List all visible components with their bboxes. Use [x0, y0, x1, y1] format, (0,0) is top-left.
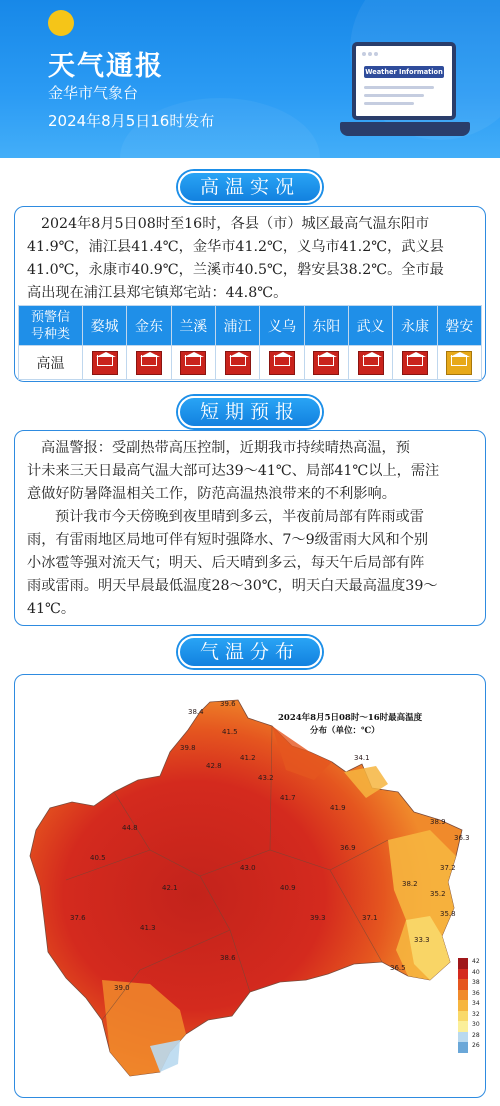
- legend-label: 42: [472, 958, 480, 965]
- heat-wave-signal-icon: [358, 351, 384, 375]
- laptop-icon: [340, 36, 470, 146]
- signal-cell-2: [171, 346, 215, 380]
- text-line: 预计我市今天傍晚到夜里晴到多云，半夜前局部有阵雨或雷: [55, 509, 424, 525]
- legend-label: 38: [472, 979, 480, 986]
- laptop-base: [340, 122, 470, 136]
- text-line: 41.9℃，浦江县41.4℃，金华市41.2℃，义乌市41.2℃，武义县: [27, 239, 444, 255]
- text-line: 41.0℃，永康市40.9℃，兰溪市40.5℃，磐安县38.2℃。全市最: [27, 262, 444, 278]
- legend-label: 34: [472, 1000, 480, 1007]
- county-header: 磐安: [437, 306, 481, 346]
- text-line: 计未来三天日最高气温大部可达39～41℃、局部41℃以上，需注: [27, 463, 440, 479]
- text-line: [364, 102, 414, 105]
- section-title-forecast: 短期预报: [178, 396, 322, 428]
- text-line: 小冰雹等强对流天气；明天、后天晴到多云，每天午后局部有阵: [27, 555, 425, 571]
- legend-label: 28: [472, 1031, 480, 1039]
- text-line: 高出现在浦江县郑宅镇郑宅站：44.8℃。: [27, 285, 288, 301]
- agency-name: 金华市气象台: [48, 84, 139, 102]
- station-value: 41.9: [330, 804, 346, 812]
- station-value: 37.1: [362, 914, 378, 922]
- map-title: 2024年8月5日08时～16时最高温度 分布（单位：℃）: [278, 713, 423, 736]
- observation-panel: [14, 206, 486, 382]
- station-value: 39.8: [180, 744, 196, 752]
- legend-swatch: [458, 958, 468, 969]
- heat-wave-signal-icon: [313, 351, 339, 375]
- station-value: 36.3: [454, 834, 470, 842]
- legend-swatch: [458, 1042, 468, 1053]
- station-value: 43.2: [258, 774, 274, 782]
- text-line: 意做好防暑降温相关工作，防范高温热浪带来的不利影响。: [27, 486, 396, 502]
- station-value: 39.0: [114, 984, 130, 992]
- dot-icon: [362, 52, 366, 56]
- county-header: 婺城: [83, 306, 127, 346]
- station-value: 40.5: [90, 854, 106, 862]
- warning-signal-table: [18, 305, 482, 380]
- station-value: 41.3: [140, 924, 156, 932]
- temperature-map: [10, 680, 480, 1090]
- heat-wave-signal-icon: [136, 351, 162, 375]
- dot-icon: [368, 52, 372, 56]
- signal-cell-8: [437, 346, 481, 380]
- heat-wave-signal-icon: [180, 351, 206, 375]
- heat-wave-signal-icon: [92, 351, 118, 375]
- section-title-distribution: 气温分布: [178, 636, 322, 668]
- station-value: 41.5: [222, 728, 238, 736]
- county-header: 义乌: [260, 306, 304, 346]
- station-value: 43.0: [240, 864, 256, 872]
- signal-cell-6: [348, 346, 392, 380]
- signal-cell-1: [127, 346, 171, 380]
- table-row: [19, 346, 482, 380]
- legend-swatch: [458, 1000, 468, 1011]
- section-title-observation: 高温实况: [178, 171, 322, 203]
- station-value: 40.9: [280, 884, 296, 892]
- sun-icon: [48, 10, 74, 36]
- heat-wave-signal-icon: [446, 351, 472, 375]
- forecast-panel: [14, 430, 486, 626]
- heat-wave-signal-icon: [225, 351, 251, 375]
- issue-time: 2024年8月5日16时发布: [48, 112, 215, 130]
- table-header-row: [19, 306, 482, 346]
- station-value: 42.1: [162, 884, 178, 892]
- station-value: 34.1: [354, 754, 370, 762]
- legend-label: 36: [472, 989, 480, 997]
- text-line: 高温警报：受副热带高压控制，近期我市持续晴热高温，预: [41, 440, 410, 456]
- station-value: 38.9: [430, 818, 446, 826]
- text-line: [364, 86, 434, 89]
- legend-swatch: [458, 969, 468, 980]
- signal-cell-5: [304, 346, 348, 380]
- station-value: 36.9: [340, 844, 356, 852]
- legend-swatch: [458, 979, 468, 990]
- observation-text: [27, 213, 477, 305]
- text-line: 雨，有雷雨地区局地可伴有短时强降水、7～9级雷雨大风和个别: [27, 532, 429, 548]
- page-title: 天气通报: [48, 51, 164, 82]
- legend-swatch: [458, 1032, 468, 1043]
- legend-label: 30: [472, 1021, 480, 1028]
- station-value: 42.8: [206, 762, 222, 770]
- text-line: 雨或雷雨。明天早晨最低温度28～30℃，明天白天最高温度39～: [27, 578, 438, 594]
- table-header-cell: 预警信 号种类: [19, 306, 83, 346]
- signal-cell-7: [393, 346, 437, 380]
- heat-wave-signal-icon: [402, 351, 428, 375]
- legend-swatch: [458, 1011, 468, 1022]
- text-line: 2024年8月5日08时至16时，各县（市）城区最高气温东阳市: [41, 216, 430, 232]
- county-header: 金东: [127, 306, 171, 346]
- legend-swatch: [458, 1021, 468, 1032]
- station-value: 37.6: [70, 914, 86, 922]
- text-line: [364, 94, 424, 97]
- county-header: 东阳: [304, 306, 348, 346]
- laptop-label: Weather Information: [365, 68, 443, 76]
- row-label: 高温: [19, 346, 83, 380]
- station-value: 38.6: [220, 954, 236, 962]
- station-value: 38.4: [188, 708, 204, 716]
- signal-cell-0: [83, 346, 127, 380]
- station-value: 33.3: [414, 936, 430, 944]
- legend-swatch: [458, 990, 468, 1001]
- legend-label: 40: [472, 968, 480, 976]
- station-value: 38.2: [402, 880, 418, 888]
- station-value: 35.8: [440, 910, 456, 918]
- legend-label: 32: [472, 1010, 480, 1018]
- station-value: 39.3: [310, 914, 326, 922]
- station-value: 41.7: [280, 794, 296, 802]
- station-value: 41.2: [240, 754, 256, 762]
- station-value: 44.8: [122, 824, 138, 832]
- header-banner: [0, 0, 500, 158]
- signal-cell-3: [215, 346, 259, 380]
- heat-wave-signal-icon: [269, 351, 295, 375]
- station-value: 35.2: [430, 890, 446, 898]
- laptop-banner: [364, 66, 444, 78]
- forecast-text: [27, 437, 477, 621]
- legend-label: 26: [472, 1042, 480, 1049]
- county-header: 兰溪: [171, 306, 215, 346]
- signal-cell-4: [260, 346, 304, 380]
- map-legend: [458, 958, 480, 1053]
- station-value: 36.5: [390, 964, 406, 972]
- county-header: 浦江: [215, 306, 259, 346]
- county-header: 永康: [393, 306, 437, 346]
- station-value: 39.6: [220, 700, 236, 708]
- county-header: 武义: [348, 306, 392, 346]
- dot-icon: [374, 52, 378, 56]
- text-line: 41℃。: [27, 601, 76, 617]
- station-value: 37.2: [440, 864, 456, 872]
- laptop-screen: [352, 42, 456, 120]
